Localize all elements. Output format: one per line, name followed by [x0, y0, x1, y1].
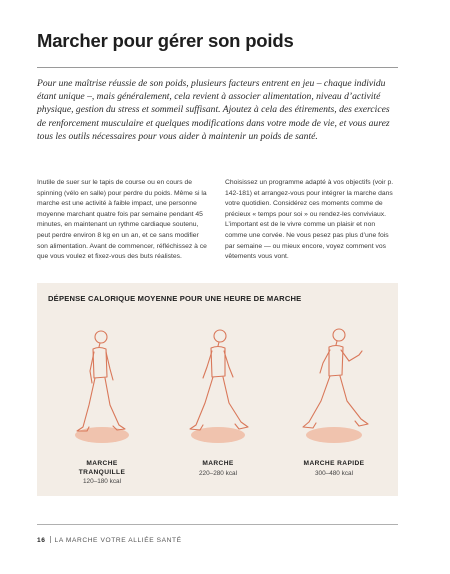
figure-kcal: 220–280 kcal: [198, 469, 238, 477]
intro-paragraph: Pour une maîtrise réussie de son poids, plusieurs facteurs entrent en jeu – chaque individu étant unique –, mais généralement, cela revient à associer alimentation, niveau d’activité physique, gestion du stress et sommeil suffisant. Ajoutez à cela des étirements, des exercices de renforcement musculaire et quelques modifications dans votre mode de vie, et vous aurez tous les outils nécessaires pour vous aider à maintenir un poids de santé.: [37, 78, 390, 142]
title-divider: [37, 67, 398, 68]
walker-medium-icon: [163, 323, 273, 448]
figure-label: MARCHE RAPIDE: [303, 460, 365, 467]
walker-medium-illustration: [163, 323, 273, 448]
body-column-right: Choisissez un programme adapté à vos objectifs (voir p. 142-181) et arrangez-vous pour intégrer la marche dans votre quotidien. Considérez ces moments comme de précieux « temps pour soi » ou rendez-les conviviaux. L’important est de le vivre comme un plaisir et non comme une corvée. Ne vous pesez pas plus d’une fois par semaine — ou mieux encore, voyez comment vos vêtements vous vont.: [225, 179, 394, 261]
body-column-left: Inutile de suer sur le tapis de course ou en cours de spinning (vélo en salle) pour perdre du poids. Même si la marche est une activité à faible impact, une personne moyenne marchant quatre fois par semaine pendant 45 minutes, en maintenant un rythme cardiaque soutenu, peut perdre environ 8 kg en un an, et ce sans modifier son alimentation. Avant de commencer, réfléchissez à ce que vous voulez et fixez-vous des buts réalistes.: [37, 179, 207, 261]
walker-slow-icon: [47, 323, 157, 448]
walker-fast-icon: [279, 323, 389, 448]
page-title: Marcher pour gérer son poids: [37, 30, 294, 51]
calorie-panel: [37, 283, 398, 496]
panel-title: DÉPENSE CALORIQUE MOYENNE POUR UNE HEURE DE MARCHE: [48, 294, 302, 303]
walker-fast-illustration: [279, 323, 389, 448]
footer-divider: [37, 524, 398, 525]
figure-label: MARCHE: [202, 460, 234, 467]
page-number: 16: [37, 537, 46, 544]
figure-kcal: 120–180 kcal: [82, 478, 122, 486]
figure-caption-slow: [47, 460, 157, 486]
walker-slow-illustration: [47, 323, 157, 448]
figure-caption-fast: [279, 460, 389, 478]
figure-kcal: 300–480 kcal: [314, 469, 354, 477]
running-title: LA MARCHE VOTRE ALLIÉE SANTÉ: [54, 537, 182, 544]
page-footer: [37, 536, 398, 544]
figure-label-line2: TRANQUILLE: [78, 468, 126, 476]
footer-separator: [50, 536, 51, 543]
figure-label: MARCHE: [86, 460, 118, 467]
figure-caption-medium: [163, 460, 273, 478]
